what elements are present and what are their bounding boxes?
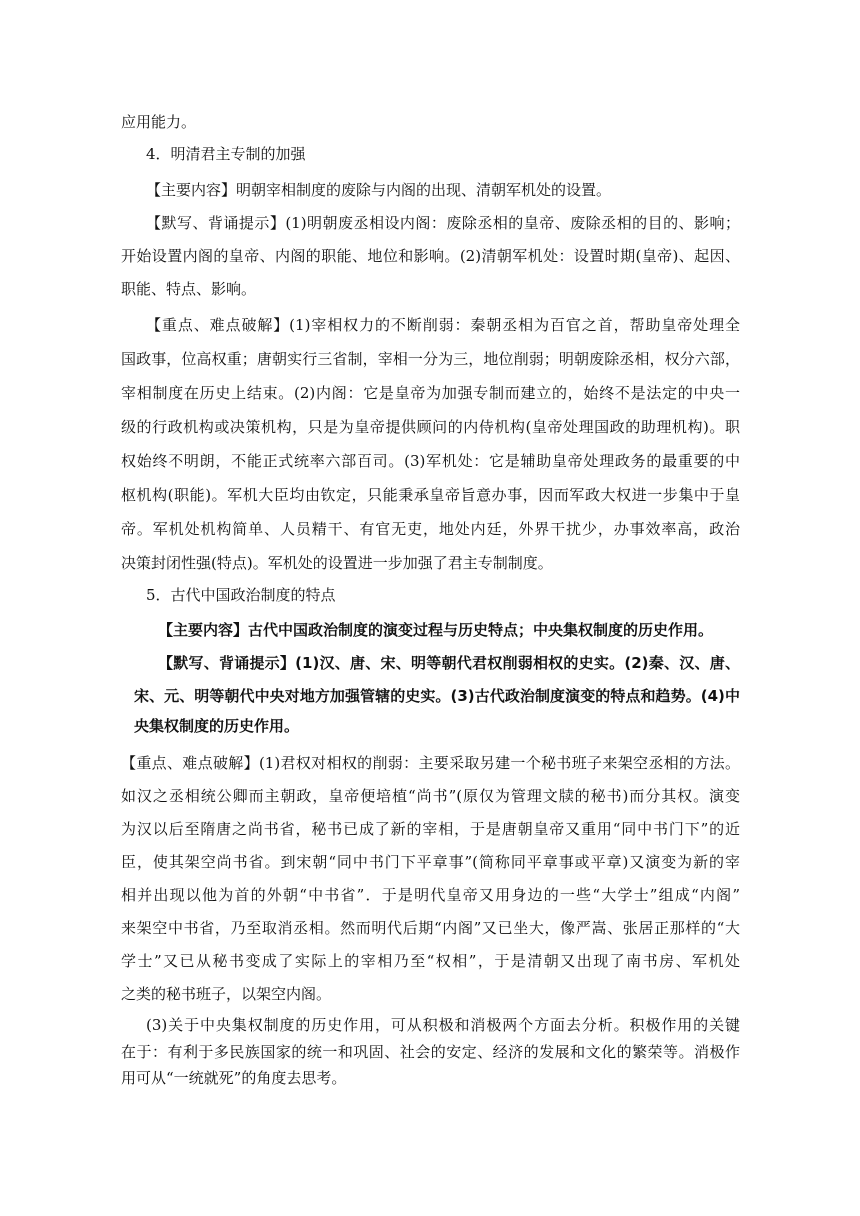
text-line: 帝。军机处机构简单、人员精干、有官无吏，地处内廷，外界干扰少，办事效率高，政治	[121, 520, 740, 538]
text-line: 国政事，位高权重；唐朝实行三省制，宰相一分为三，地位削弱；明朝废除丞相，权分六部，	[121, 350, 740, 368]
section-heading-4: 4．明清君主专制的加强	[146, 145, 306, 163]
text-line: 权始终不明朗，不能正式统率六部百司。(3)军机处：它是辅助皇帝处理政务的最重要的中	[121, 452, 740, 470]
text-line: 【主要内容】明朝宰相制度的废除与内阁的出现、清朝军机处的设置。	[146, 181, 612, 199]
text-line: 宋、元、明等朝代中央对地方加强管辖的史实。(3)古代政治制度演变的特点和趋势。(4)中	[134, 687, 740, 705]
text-line: 【默写、背诵提示】(1)汉、唐、宋、明等朝代君权削弱相权的史实。(2)秦、汉、唐、	[158, 654, 740, 672]
text-line: 应用能力。	[121, 113, 197, 131]
text-line: 来架空中书省，乃至取消丞相。然而明代后期“内阁”又已坐大，像严嵩、张居正那样的“大	[121, 919, 740, 937]
text-line: 之类的秘书班子，以架空内阁。	[121, 985, 332, 1003]
text-line: 学士”又已从秘书变成了实际上的宰相乃至“权相”，于是清朝又出现了南书房、军机处	[121, 952, 740, 970]
section-heading-5: 5．古代中国政治制度的特点	[146, 586, 336, 604]
text-line: 【重点、难点破解】(1)宰相权力的不断削弱：秦朝丞相为百官之首，帮助皇帝处理全	[146, 316, 740, 334]
text-line: 职能、特点、影响。	[121, 280, 257, 298]
text-line: 宰相制度在历史上结束。(2)内阁：它是皇帝为加强专制而建立的，始终不是法定的中央一	[121, 384, 740, 402]
text-line: 级的行政机构或决策机构，只是为皇帝提供顾问的内侍机构(皇帝处理国政的助理机构)。职	[121, 418, 740, 436]
text-line: 决策封闭性强(特点)。军机处的设置进一步加强了君主专制制度。	[121, 554, 553, 572]
text-line: 枢机构(职能)。军机大臣均由钦定，只能秉承皇帝旨意办事，因而军政大权进一步集中于皇	[121, 486, 740, 504]
text-line: 相并出现以他为首的外朝“中书省”．于是明代皇帝又用身边的一些“大学士”组成“内阁”	[121, 886, 740, 904]
text-line: 如汉之丞相统公卿而主朝政，皇帝便培植“尚书”(原仅为管理文牍的秘书)而分其权。演变	[121, 787, 740, 805]
text-line: 臣，使其架空尚书省。到宋朝“同中书门下平章事”(简称同平章事或平章)又演变为新的宰	[121, 853, 740, 871]
text-line: 【默写、背诵提示】(1)明朝废丞相设内阁：废除丞相的皇帝、废除丞相的目的、影响；	[146, 214, 740, 232]
text-line: 央集权制度的历史作用。	[134, 717, 300, 735]
text-line: 在于：有利于多民族国家的统一和巩固、社会的安定、经济的发展和文化的繁荣等。消极作	[121, 1043, 740, 1061]
text-line: 用可从“一统就死”的角度去思考。	[121, 1069, 347, 1087]
text-line: 为汉以后至隋唐之尚书省，秘书已成了新的宰相，于是唐朝皇帝又重用“同中书门下”的近	[121, 820, 740, 838]
text-line: (3)关于中央集权制度的历史作用，可从积极和消极两个方面去分析。积极作用的关键	[146, 1016, 740, 1034]
text-line: 【主要内容】古代中国政治制度的演变过程与历史特点；中央集权制度的历史作用。	[158, 621, 714, 639]
text-line: 开始设置内阁的皇帝、内阁的职能、地位和影响。(2)清朝军机处：设置时期(皇帝)、起因、	[121, 247, 740, 265]
text-line: 【重点、难点破解】(1)君权对相权的削弱：主要采取另建一个秘书班子来架空丞相的方法。	[121, 754, 740, 772]
